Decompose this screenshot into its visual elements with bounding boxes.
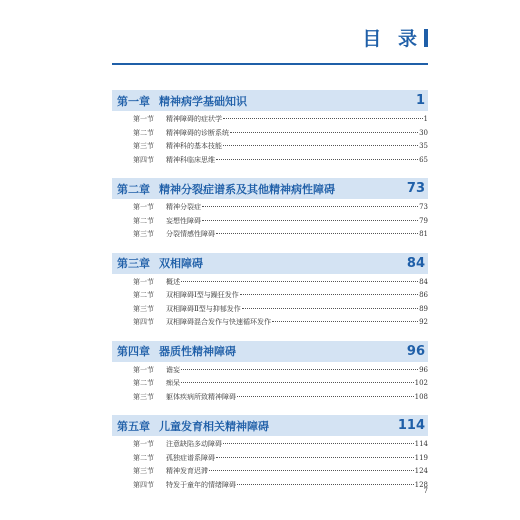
chapter-page-number: 1: [415, 93, 425, 108]
section-entry[interactable]: [112, 155, 428, 169]
section-title: 特发于童年的情绪障碍: [166, 480, 236, 489]
section-label: 第二节: [133, 453, 154, 462]
dot-leader: [202, 206, 418, 207]
section-label: 第一节: [133, 440, 154, 448]
section-entry[interactable]: [112, 290, 428, 304]
section-label: 第一节: [133, 203, 154, 211]
chapter-heading[interactable]: [112, 415, 428, 436]
section-title: 精神科的基本技能: [166, 142, 222, 150]
section-page-number: 65: [419, 155, 428, 164]
section-label: 第一节: [133, 277, 154, 286]
section-title: 双相障碍混合发作与快速循环发作: [166, 318, 271, 326]
section-title: 分裂情感性障碍: [166, 230, 215, 238]
section-page-number: 96: [419, 365, 428, 374]
chapter-title: 双相障碍: [159, 257, 203, 270]
section-page-number: 79: [419, 216, 428, 225]
chapter-heading[interactable]: [112, 341, 428, 362]
section-page-number: 86: [419, 291, 428, 299]
dot-leader: [181, 281, 418, 282]
dot-leader: [223, 443, 414, 444]
section-entry[interactable]: [112, 317, 428, 331]
section-title: 精神分裂症: [166, 203, 201, 211]
section-page-number: 84: [419, 277, 428, 286]
section-list: [112, 199, 428, 243]
section-title: 孤独症谱系障碍: [166, 453, 215, 462]
section-entry[interactable]: [112, 128, 428, 142]
chapter-block: [112, 415, 428, 493]
section-title: 妄想性障碍: [166, 216, 201, 225]
chapter-heading[interactable]: [112, 90, 428, 111]
section-title: 注意缺陷多动障碍: [166, 440, 222, 448]
chapter-label: 第三章: [117, 257, 150, 270]
chapter-page-number: 96: [406, 343, 425, 359]
chapter-block: [112, 341, 428, 406]
section-list: [112, 111, 428, 168]
chapter-title: 器质性精神障碍: [159, 345, 236, 358]
section-entry[interactable]: [112, 392, 428, 406]
dot-leader: [216, 457, 414, 458]
chapter-title: 儿童发育相关精神障碍: [159, 419, 269, 433]
section-page-number: 114: [414, 440, 428, 448]
chapter-heading[interactable]: [112, 178, 428, 199]
section-page-number: 119: [414, 453, 428, 462]
section-label: 第三节: [133, 304, 154, 313]
section-page-number: 73: [419, 203, 428, 211]
section-label: 第三节: [133, 392, 154, 401]
section-title: 谵妄: [166, 365, 180, 374]
chapter-heading[interactable]: [112, 253, 428, 274]
section-entry[interactable]: [112, 277, 428, 291]
dot-leader: [237, 396, 414, 397]
chapter-label: 第五章: [117, 419, 150, 433]
section-label: 第四节: [133, 155, 154, 164]
chapter-page-number: 84: [406, 255, 425, 271]
section-entry[interactable]: [112, 378, 428, 392]
chapter-label: 第四章: [117, 345, 150, 358]
chapter-page-number: 73: [406, 181, 425, 196]
dot-leader: [230, 132, 418, 133]
chapter-page-number: 114: [397, 418, 425, 433]
section-entry[interactable]: [112, 466, 428, 480]
section-entry[interactable]: [112, 141, 428, 155]
chapter-title: 精神病学基础知识: [159, 94, 247, 108]
dot-leader: [209, 470, 414, 471]
section-entry[interactable]: [112, 229, 428, 243]
section-entry[interactable]: [112, 304, 428, 318]
dot-leader: [237, 484, 414, 485]
header-rule: [112, 63, 428, 65]
section-title: 概述: [166, 277, 180, 286]
section-page-number: 35: [419, 142, 428, 150]
section-list: [112, 436, 428, 493]
dot-leader: [240, 294, 418, 295]
title-accent-bar: [424, 29, 428, 47]
section-page-number: 92: [419, 318, 428, 326]
section-title: 痴呆: [166, 379, 180, 387]
dot-leader: [181, 369, 418, 370]
section-page-number: 102: [414, 379, 428, 387]
section-page-number: 30: [419, 128, 428, 137]
section-title: 精神科临床思维: [166, 155, 215, 164]
chapter-block: [112, 90, 428, 168]
section-list: [112, 274, 428, 331]
section-label: 第三节: [133, 230, 154, 238]
section-title: 精神发育迟滞: [166, 467, 208, 475]
section-list: [112, 362, 428, 406]
page-number: 7: [423, 487, 428, 495]
section-label: 第四节: [133, 318, 154, 326]
toc-title: 目 录: [362, 28, 422, 50]
chapter-block: [112, 253, 428, 331]
section-page-number: 81: [419, 230, 428, 238]
section-page-number: 124: [414, 467, 428, 475]
dot-leader: [242, 308, 418, 309]
section-entry[interactable]: [112, 453, 428, 467]
toc-list: [112, 90, 428, 503]
section-title: 双相障碍Ⅰ型与躁狂发作: [166, 291, 239, 299]
section-entry[interactable]: [112, 365, 428, 379]
section-page-number: 1: [423, 115, 428, 123]
section-label: 第一节: [133, 115, 154, 123]
chapter-title: 精神分裂症谱系及其他精神病性障碍: [159, 182, 335, 196]
dot-leader: [223, 145, 418, 146]
section-label: 第二节: [133, 128, 154, 137]
section-title: 躯体疾病所致精神障碍: [166, 392, 236, 401]
chapter-label: 第一章: [117, 94, 150, 108]
chapter-block: [112, 178, 428, 243]
chapter-label: 第二章: [117, 182, 150, 196]
section-entry[interactable]: [112, 439, 428, 453]
section-label: 第三节: [133, 467, 154, 475]
toc-header: [362, 24, 428, 51]
dot-leader: [223, 118, 423, 119]
section-title: 精神障碍的症状学: [166, 115, 222, 123]
section-title: 精神障碍的诊断系统: [166, 128, 229, 137]
dot-leader: [216, 159, 418, 160]
section-label: 第三节: [133, 142, 154, 150]
dot-leader: [272, 321, 418, 322]
dot-leader: [181, 382, 414, 383]
section-label: 第二节: [133, 291, 154, 299]
section-label: 第二节: [133, 216, 154, 225]
section-label: 第四节: [133, 480, 154, 489]
section-page-number: 89: [419, 304, 428, 313]
section-page-number: 128: [414, 480, 428, 489]
section-page-number: 108: [414, 392, 428, 401]
section-entry[interactable]: [112, 202, 428, 216]
section-label: 第一节: [133, 365, 154, 374]
section-entry[interactable]: [112, 114, 428, 128]
section-entry[interactable]: [112, 216, 428, 230]
dot-leader: [202, 220, 418, 221]
section-title: 双相障碍Ⅱ型与抑郁发作: [166, 304, 241, 313]
dot-leader: [216, 233, 418, 234]
section-label: 第二节: [133, 379, 154, 387]
section-entry[interactable]: [112, 480, 428, 494]
